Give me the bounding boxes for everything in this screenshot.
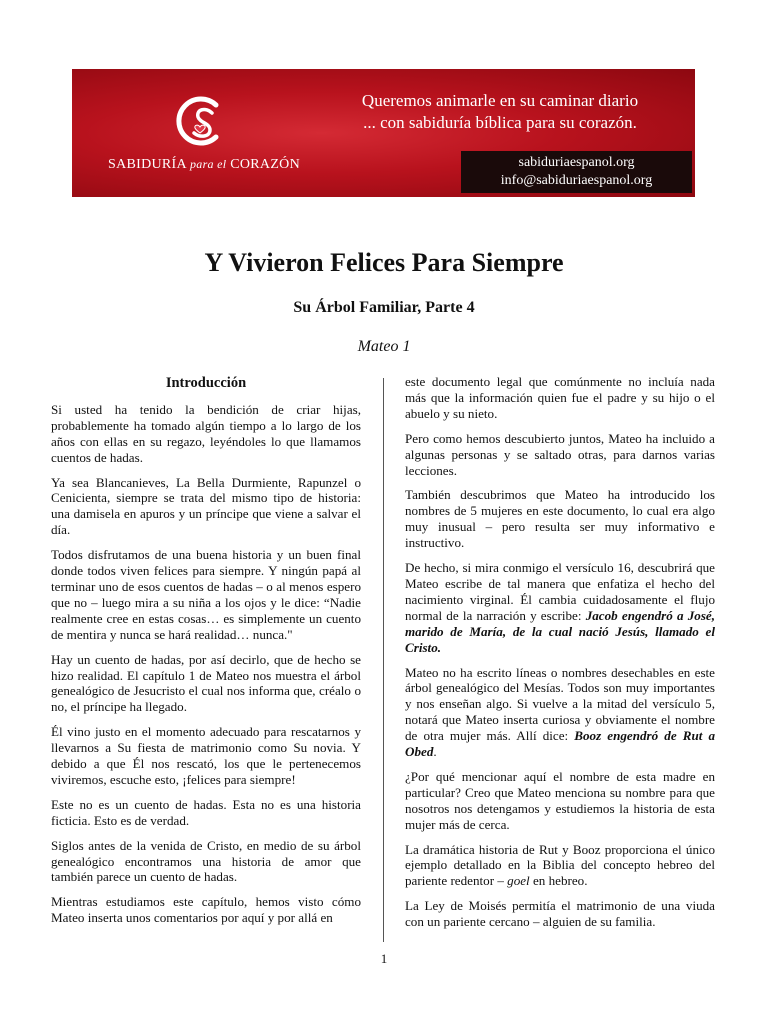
scripture-quote: Jacob engendró a José, marido de María, de la cual nació Jesús, llamado el Cristo.: [405, 607, 715, 655]
website-link[interactable]: sabiduriaespanol.org: [518, 155, 635, 170]
document-subtitle: Su Árbol Familiar, Parte 4: [293, 299, 475, 316]
left-column: [51, 374, 361, 935]
section-heading: Introducción: [165, 375, 247, 391]
scripture-quote: Booz engendró de Rut a Obed: [405, 728, 716, 760]
tagline-1: Queremos animarle en su caminar diario: [361, 91, 639, 110]
brand-mid: para el: [189, 157, 227, 171]
paragraph: Pero como hemos descubierto juntos, Mateo ha incluido a algunas personas y se saltado otras, para darnos varias lecciones.: [405, 430, 715, 478]
brand-name: [108, 157, 300, 173]
paragraph: Él vino justo en el momento adecuado para rescatarnos y llevarnos a Su fiesta de matrimonio como Su novia. Y debido a que Él nos rescató, los que le pertenecemos viviremos, escuche esto, ¡felices para siempre!: [51, 724, 361, 787]
paragraph-text: La dramática historia de Rut y Booz proporciona el único ejemplo detallado en la Biblia del concepto hebreo del pariente redentor –: [405, 841, 715, 889]
scripture-reference: Mateo 1: [357, 338, 411, 355]
paragraph: [405, 665, 715, 760]
paragraph: [405, 842, 715, 890]
contact-box: [461, 151, 692, 193]
right-column: [405, 374, 715, 939]
paragraph: Mientras estudiamos este capítulo, hemos visto cómo Mateo inserta unos comentarios por aquí y por allá en: [51, 894, 361, 926]
paragraph: este documento legal que comúnmente no incluía nada más que la información quien fue el padre y su hijo o el abuelo y su nieto.: [405, 374, 715, 421]
paragraph: [405, 560, 715, 655]
paragraph: La Ley de Moisés permitía el matrimonio de una viuda con un pariente cercano – alguien de su familia.: [405, 898, 715, 930]
paragraph-end: .: [433, 744, 437, 760]
hebrew-term: goel: [507, 873, 530, 889]
paragraph: Todos disfrutamos de una buena historia y un buen final donde todos viven felices para siempre. Y ningún papá al terminar uno de esos cuentos de hadas – o al menos espero que no – luego mira a su niña a los ojos y le dice: “Nadie realmente cree en estas cosas… es simplemente un cuento de mentira y nunca se hará realidad… nunca.": [51, 547, 361, 642]
document-title: Y Vivieron Felices Para Siempre: [204, 248, 564, 277]
paragraph: Siglos antes de la venida de Cristo, en medio de su árbol genealógico encontramos una historia de amor que también parece un cuento de hadas.: [51, 837, 361, 885]
paragraph: Si usted ha tenido la bendición de criar hijas, probablemente ha tomado algún tiempo a lo largo de los años con ellas en su regazo, leyéndoles lo que llamamos cuentos de hadas.: [51, 401, 361, 465]
paragraph: ¿Por qué mencionar aquí el nombre de esta madre en particular? Creo que Mateo menciona su nombre para que nosotros nos detengamos y estudiemos la historia de esta mujer más de cerca.: [405, 768, 715, 832]
brand-main: SABIDURÍA: [108, 157, 187, 172]
header-banner: [72, 69, 695, 197]
paragraph-text: De hecho, si mira conmigo el versículo 16, descubrirá que Mateo escribe de tal manera que enfatiza el hecho del nacimiento virginal. Él cambia cuidadosamente el flujo normal de la narración y escribe:: [405, 560, 715, 623]
heart-cs-logo-icon: [172, 93, 228, 149]
paragraph: Este no es un cuento de hadas. Esta no es una historia ficticia. Esto es de verdad.: [51, 796, 361, 828]
tagline-2: ... con sabiduría bíblica para su corazón.: [363, 113, 637, 132]
paragraph-end: en hebreo.: [529, 873, 588, 889]
paragraph: Hay un cuento de hadas, por así decirlo, que de hecho se hizo realidad. El capítulo 1 de Mateo nos muestra el árbol genealógico de Jesucristo el cual nos informa que, créalo o no, el príncipe ha llegado.: [51, 651, 361, 715]
brand-end: CORAZÓN: [230, 157, 300, 172]
paragraph: También descubrimos que Mateo ha introducido los nombres de 5 mujeres en este documento, lo cual era algo muy inusual – pero resulta ser muy informativo e instructivo.: [405, 487, 715, 551]
column-divider: [383, 378, 384, 942]
paragraph-text: Mateo no ha escrito líneas o nombres desechables en este árbol genealógico del Mesías. Todos son muy importantes y nos enseñan algo. Si vuelve a la mitad del versículo 5, notará que Mateo inserta curiosa y obviamente el nombre de otra mujer más. Allí dice:: [405, 664, 715, 744]
paragraph: Ya sea Blancanieves, La Bella Durmiente, Rapunzel o Cenicienta, siempre se trata del mismo tipo de historia: una damisela en apuros y un príncipe que viene a salvar el día.: [51, 474, 361, 538]
page-number: 1: [380, 951, 388, 966]
email-link[interactable]: info@sabiduriaespanol.org: [500, 173, 653, 188]
